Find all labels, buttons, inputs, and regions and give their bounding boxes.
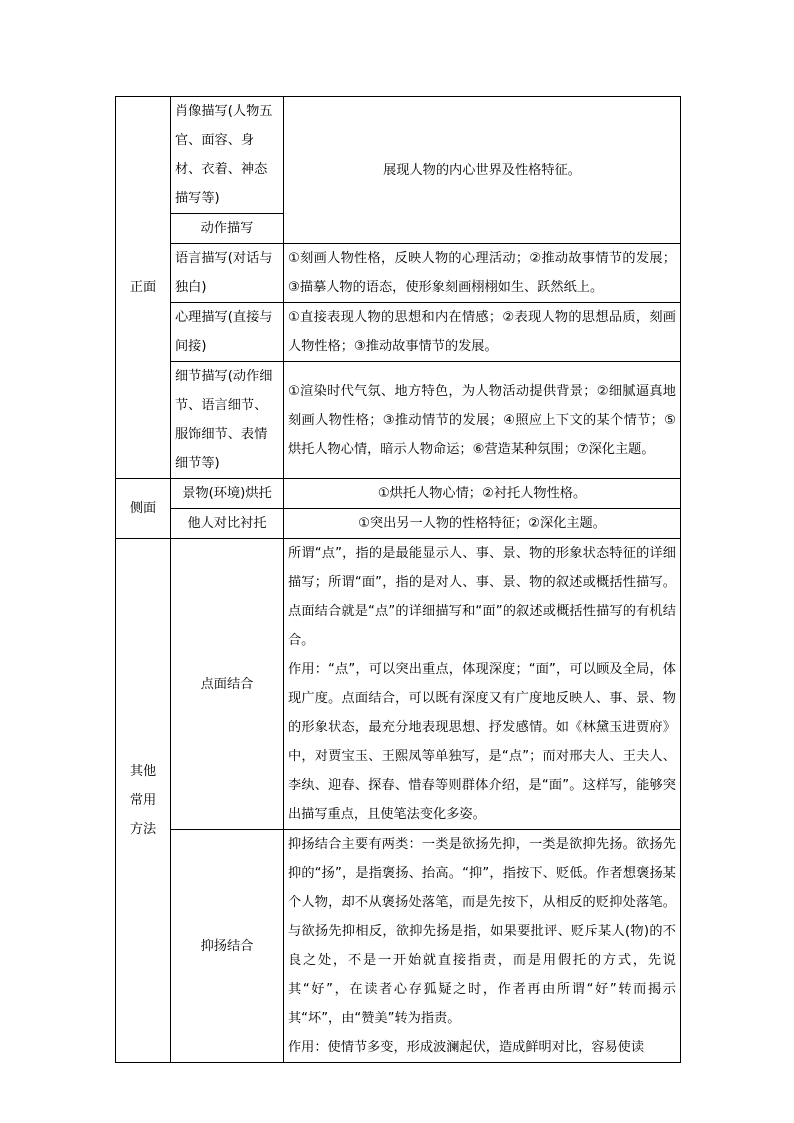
table-row: [116, 479, 681, 509]
table-row: [116, 539, 681, 830]
table-row: [116, 509, 681, 539]
method-speech: 语言描写(对话与独白): [171, 244, 284, 303]
category-other-line: 其他: [129, 764, 157, 779]
description-methods-table: [115, 96, 681, 1063]
effect-detail: ①渲染时代气氛、地方特色，为人物活动提供背景；②细腻逼真地刻画人物性格；③推动情节的发展；④照应上下文的某个情节；⑤烘托人物心情，暗示人物命运；⑥营造某种氛围；⑦深化主题。: [284, 362, 681, 479]
method-portrait: 肖像描写(人物五官、面容、身材、衣着、神态描写等): [171, 97, 284, 214]
effect-text: 作用：使情节多变，形成波澜起伏，造成鲜明对比，容易使读: [288, 1040, 645, 1055]
table-row: [116, 97, 681, 214]
effect-portrait-action: 展现人物的内心世界及性格特征。: [284, 97, 681, 244]
effect-contrast: ①突出另一人物的性格特征；②深化主题。: [284, 509, 681, 539]
category-front: 正面: [116, 97, 171, 479]
category-other-line: 方法: [129, 822, 157, 837]
method-suppress-praise: 抑扬结合: [171, 830, 284, 1063]
category-other-line: 常用: [129, 793, 157, 808]
category-other: [116, 539, 171, 1063]
effect-suppress-praise: [284, 830, 681, 1063]
effect-speech: ①刻画人物性格，反映人物的心理活动；②推动故事情节的发展；③描摹人物的语态，使形象刻画栩栩如生、跃然纸上。: [284, 244, 681, 303]
effect-psychology: ①直接表现人物的思想和内在情感；②表现人物的思想品质，刻画人物性格；③推动故事情节的发展。: [284, 303, 681, 362]
table-row: [116, 303, 681, 362]
table-row: [116, 830, 681, 1063]
effect-text: 作用：“点”，可以突出重点，体现深度；“面”，可以顾及全局，体现广度。点面结合，可以既有深度又有广度地反映人、事、景、物的形象状态，最充分地表现思想、抒发感情。如《林黛玉进贾府》中，对贾宝玉、王熙凤等单独写，是“点”；而对邢夫人、王夫人、李纨、迎春、探春、惜春等则群体介绍，是“面”。这样写，能够突出描写重点，且使笔法变化多姿。: [288, 662, 676, 822]
method-detail: 细节描写(动作细节、语言细节、服饰细节、表情细节等): [171, 362, 284, 479]
category-side: 侧面: [116, 479, 171, 539]
effect-scenery: ①烘托人物心情；②衬托人物性格。: [284, 479, 681, 509]
method-contrast: 他人对比衬托: [171, 509, 284, 539]
method-psychology: 心理描写(直接与间接): [171, 303, 284, 362]
definition-text: 抑扬结合主要有两类：一类是欲扬先抑，一类是欲抑先扬。欲扬先抑的“扬”，是指褒扬、抬高。“抑”，指按下、贬低。作者想褒扬某个人物，却不从褒扬处落笔，而是先按下，从相反的贬抑处落笔。与欲扬先抑相反，欲抑先扬是指，如果要批评、贬斥某人(物)的不良之处，不是一开始就直接指责，而是用假托的方式，先说其“好”，在读者心存狐疑之时，作者再由所谓“好”转而揭示其“坏”，由“赞美”转为指责。: [288, 837, 676, 1026]
table-row: [116, 362, 681, 479]
effect-point-surface: [284, 539, 681, 830]
definition-text: 所谓“点”，指的是最能显示人、事、景、物的形象状态特征的详细描写；所谓“面”，指的是对人、事、景、物的叙述或概括性描写。点面结合就是“点”的详细描写和“面”的叙述或概括性描写的有机结合。: [288, 546, 676, 648]
method-action: 动作描写: [171, 214, 284, 244]
table-row: [116, 244, 681, 303]
method-scenery: 景物(环境)烘托: [171, 479, 284, 509]
method-point-surface: 点面结合: [171, 539, 284, 830]
